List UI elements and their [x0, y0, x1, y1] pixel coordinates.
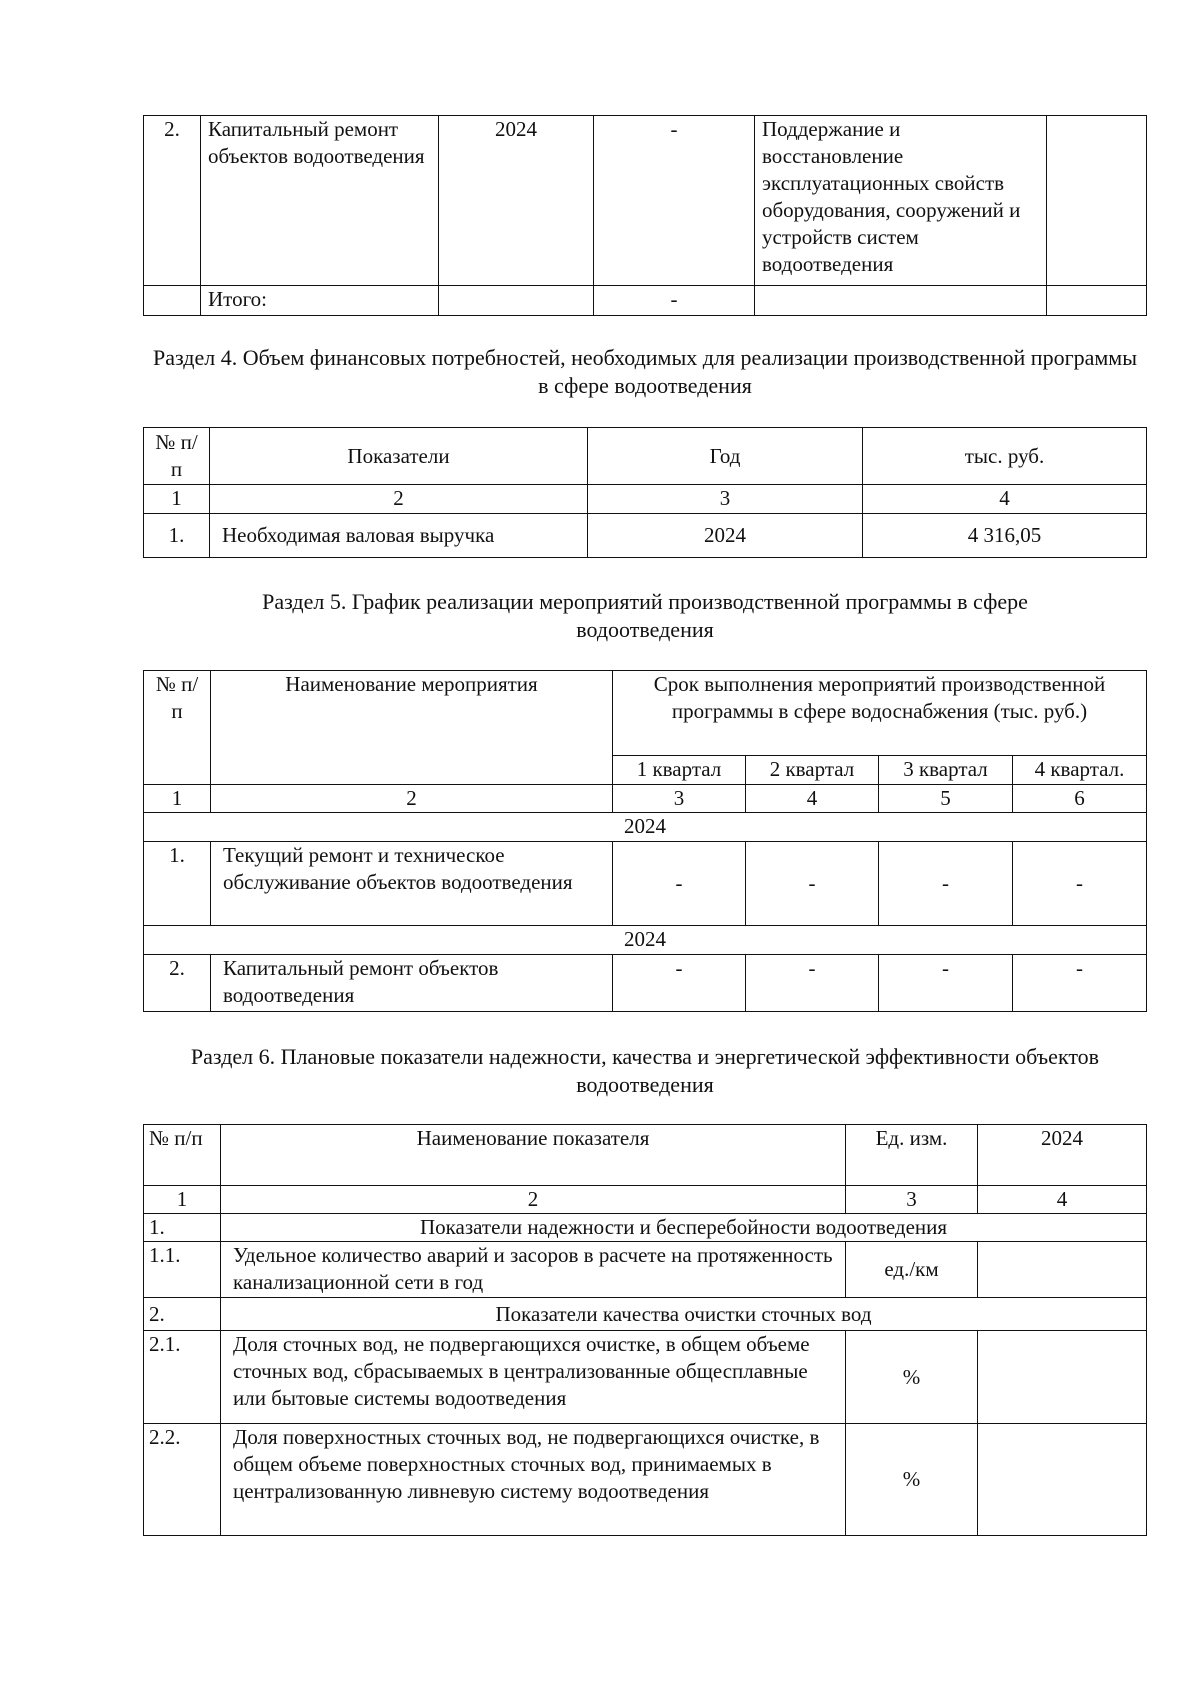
- header-quarter-1: 1 квартал: [613, 756, 746, 785]
- group-number: 1.: [144, 1214, 221, 1242]
- measure-extra: [1047, 116, 1147, 286]
- header-number: № п/п: [144, 428, 210, 485]
- indicator-value: 4 316,05: [863, 514, 1147, 558]
- table-row: [144, 514, 1147, 558]
- header-indicator: Показатели: [210, 428, 588, 485]
- row-number: 1.1.: [144, 1242, 221, 1298]
- row-number: 2.2.: [144, 1424, 221, 1536]
- table-section4: [143, 427, 1147, 558]
- header-indicator: Наименование показателя: [221, 1125, 846, 1186]
- indicator-unit: ед./км: [846, 1242, 978, 1298]
- header-number: № п/п: [144, 1125, 221, 1186]
- indicator-year: 2024: [588, 514, 863, 558]
- indicator-value: [978, 1424, 1147, 1536]
- year-label: 2024: [144, 926, 1147, 955]
- header-term: Срок выполнения мероприятий производственной программы в сфере водоснабжения (тыс. руб.): [613, 671, 1147, 756]
- group-title: Показатели качества очистки сточных вод: [221, 1298, 1147, 1331]
- group-row: [144, 1298, 1147, 1331]
- measure-cost: -: [594, 116, 755, 286]
- indicator-unit: %: [846, 1424, 978, 1536]
- row-number: 1.: [144, 514, 210, 558]
- header-quarter-3: 3 квартал: [879, 756, 1013, 785]
- table-header-row: [144, 671, 1147, 756]
- measure-year: 2024: [439, 116, 594, 286]
- table-row: 2. Капитальный ремонт объектов водоотведения - - - -: [144, 955, 1147, 1012]
- total-label: Итого:: [201, 286, 439, 316]
- row-number: 2.: [144, 955, 211, 1012]
- numbering-row: 1 2 3 4 5 6: [144, 785, 1147, 813]
- measure-name: Капитальный ремонт объектов водоотведения: [201, 116, 439, 286]
- measure-effect: Поддержание и восстановление эксплуатационных свойств оборудования, сооружений и устройств систем водоотведения: [755, 116, 1047, 286]
- measure-name: Текущий ремонт и техническое обслуживание объектов водоотведения: [211, 842, 613, 926]
- row-number: 2.1.: [144, 1331, 221, 1424]
- header-number: № п/п: [144, 671, 211, 785]
- indicator-name: Необходимая валовая выручка: [210, 514, 588, 558]
- table-section5: [143, 670, 1147, 1012]
- indicator-name: Доля поверхностных сточных вод, не подвергающихся очистке, в общем объеме поверхностных сточных вод, принимаемых в централизованную ливневую систему водоотведения: [221, 1424, 846, 1536]
- table-header-row: [144, 428, 1147, 485]
- section4-heading: Раздел 4. Объем финансовых потребностей, необходимых для реализации производственной программы в сфере водоотведения: [152, 345, 1137, 398]
- table-section6: [143, 1124, 1147, 1536]
- total-row: [144, 286, 1147, 316]
- header-year: Год: [588, 428, 863, 485]
- year-row: [144, 813, 1147, 842]
- measure-name: Капитальный ремонт объектов водоотведения: [211, 955, 613, 1012]
- group-row: [144, 1214, 1147, 1242]
- table-row: [144, 116, 1147, 286]
- year-label: 2024: [144, 813, 1147, 842]
- row-number: 1.: [144, 842, 211, 926]
- header-quarter-2: 2 квартал: [746, 756, 879, 785]
- indicator-value: [978, 1242, 1147, 1298]
- table-row: [144, 1242, 1147, 1298]
- header-quarter-4: 4 квартал.: [1013, 756, 1147, 785]
- table-row: 1. Текущий ремонт и техническое обслуживание объектов водоотведения - - - -: [144, 842, 1147, 926]
- indicator-name: Доля сточных вод, не подвергающихся очистке, в общем объеме сточных вод, сбрасываемых в централизованные общесплавные или бытовые системы водоотведения: [221, 1331, 846, 1424]
- header-measure: Наименование мероприятия: [211, 671, 613, 785]
- group-title: Показатели надежности и бесперебойности водоотведения: [221, 1214, 1147, 1242]
- header-unit: Ед. изм.: [846, 1125, 978, 1186]
- group-number: 2.: [144, 1298, 221, 1331]
- table-header-row: [144, 1125, 1147, 1186]
- table-row: [144, 1331, 1147, 1424]
- numbering-row: 1 2 3 4: [144, 485, 1147, 514]
- indicator-value: [978, 1331, 1147, 1424]
- row-number: 2.: [144, 116, 201, 286]
- section5-heading: Раздел 5. График реализации мероприятий производственной программы в сфере водоотведения: [262, 589, 1028, 642]
- year-row: [144, 926, 1147, 955]
- table-row: [144, 1424, 1147, 1536]
- section6-heading: Раздел 6. Плановые показатели надежности, качества и энергетической эффективности объектов водоотведения: [190, 1044, 1100, 1097]
- header-amount: тыс. руб.: [863, 428, 1147, 485]
- numbering-row: 1 2 3 4: [144, 1186, 1147, 1214]
- table-section3-tail: [143, 115, 1147, 316]
- header-year: 2024: [978, 1125, 1147, 1186]
- indicator-name: Удельное количество аварий и засоров в расчете на протяженность канализационной сети в год: [221, 1242, 846, 1298]
- total-cost: -: [594, 286, 755, 316]
- indicator-unit: %: [846, 1331, 978, 1424]
